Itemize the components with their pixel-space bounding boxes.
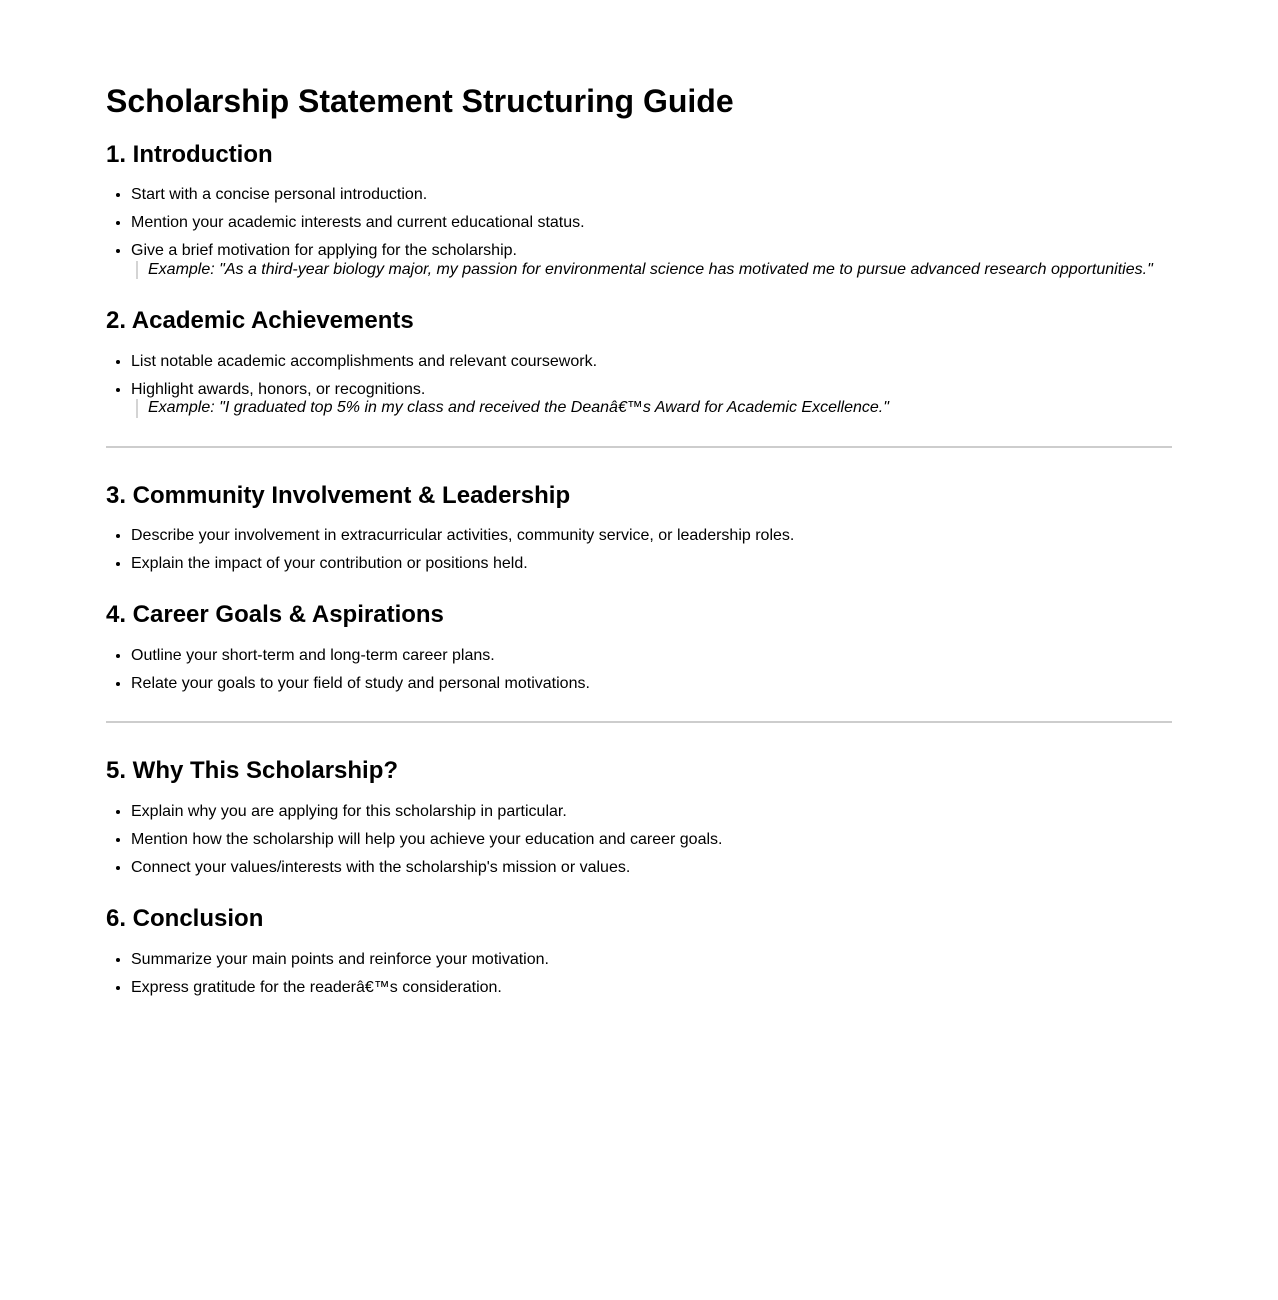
section-divider bbox=[106, 446, 1172, 448]
list-item-text: Mention your academic interests and current educational status. bbox=[131, 214, 585, 232]
section bbox=[106, 757, 1172, 877]
list-item bbox=[131, 555, 1172, 573]
bullet-list bbox=[106, 803, 1172, 877]
list-item bbox=[131, 381, 1172, 418]
example-quote: Example: "I graduated top 5% in my class and received the Deanâ€™s Award for Academic Excellence." bbox=[136, 399, 1172, 417]
list-item bbox=[131, 214, 1172, 232]
list-item-text: Express gratitude for the readerâ€™s consideration. bbox=[131, 978, 502, 996]
bullet-list bbox=[106, 353, 1172, 418]
list-item bbox=[131, 675, 1172, 693]
bullet-list bbox=[106, 951, 1172, 997]
section-heading: 4. Career Goals & Aspirations bbox=[106, 601, 444, 629]
list-item bbox=[131, 979, 1172, 997]
list-item bbox=[131, 803, 1172, 821]
bullet-list bbox=[106, 186, 1172, 279]
list-item-text: Highlight awards, honors, or recognitions. bbox=[131, 380, 426, 398]
section-heading: 5. Why This Scholarship? bbox=[106, 757, 399, 785]
list-item bbox=[131, 859, 1172, 877]
list-item bbox=[131, 242, 1172, 279]
list-item bbox=[131, 951, 1172, 969]
list-item-text: Explain why you are applying for this scholarship in particular. bbox=[131, 803, 567, 821]
list-item-text: Start with a concise personal introduction. bbox=[131, 186, 428, 204]
list-item bbox=[131, 186, 1172, 204]
document-sections bbox=[106, 141, 1172, 998]
list-item bbox=[131, 831, 1172, 849]
example-quote: Example: "As a third-year biology major, my passion for environmental science has motivated me to pursue advanced research opportunities." bbox=[136, 261, 1172, 279]
list-item-text: Relate your goals to your field of study and personal motivations. bbox=[131, 675, 590, 693]
list-item-text: Connect your values/interests with the scholarship's mission or values. bbox=[131, 859, 631, 876]
list-item-text: Mention how the scholarship will help you achieve your education and career goals. bbox=[131, 831, 723, 849]
list-item bbox=[131, 527, 1172, 545]
section-heading: 3. Community Involvement & Leadership bbox=[106, 481, 571, 509]
list-item bbox=[131, 647, 1172, 665]
list-item-text: Outline your short-term and long-term career plans. bbox=[131, 647, 495, 665]
list-item-text: Summarize your main points and reinforce your motivation. bbox=[131, 950, 549, 968]
bullet-list bbox=[106, 527, 1172, 573]
section-heading: 6. Conclusion bbox=[106, 905, 264, 933]
section-heading: 2. Academic Achievements bbox=[106, 307, 414, 335]
page-title: Scholarship Statement Structuring Guide bbox=[106, 83, 734, 119]
section bbox=[106, 601, 1172, 693]
list-item-text: Describe your involvement in extracurricular activities, community service, or leadership roles. bbox=[131, 527, 795, 545]
section bbox=[106, 307, 1172, 417]
section bbox=[106, 482, 1172, 574]
section bbox=[106, 905, 1172, 997]
section bbox=[106, 141, 1172, 279]
list-item-text: List notable academic accomplishments and relevant coursework. bbox=[131, 352, 598, 370]
list-item-text: Give a brief motivation for applying for the scholarship. bbox=[131, 242, 517, 260]
list-item bbox=[131, 353, 1172, 371]
bullet-list bbox=[106, 647, 1172, 693]
list-item-text: Explain the impact of your contribution or positions held. bbox=[131, 555, 528, 573]
section-heading: 1. Introduction bbox=[106, 140, 273, 168]
section-divider bbox=[106, 721, 1172, 723]
